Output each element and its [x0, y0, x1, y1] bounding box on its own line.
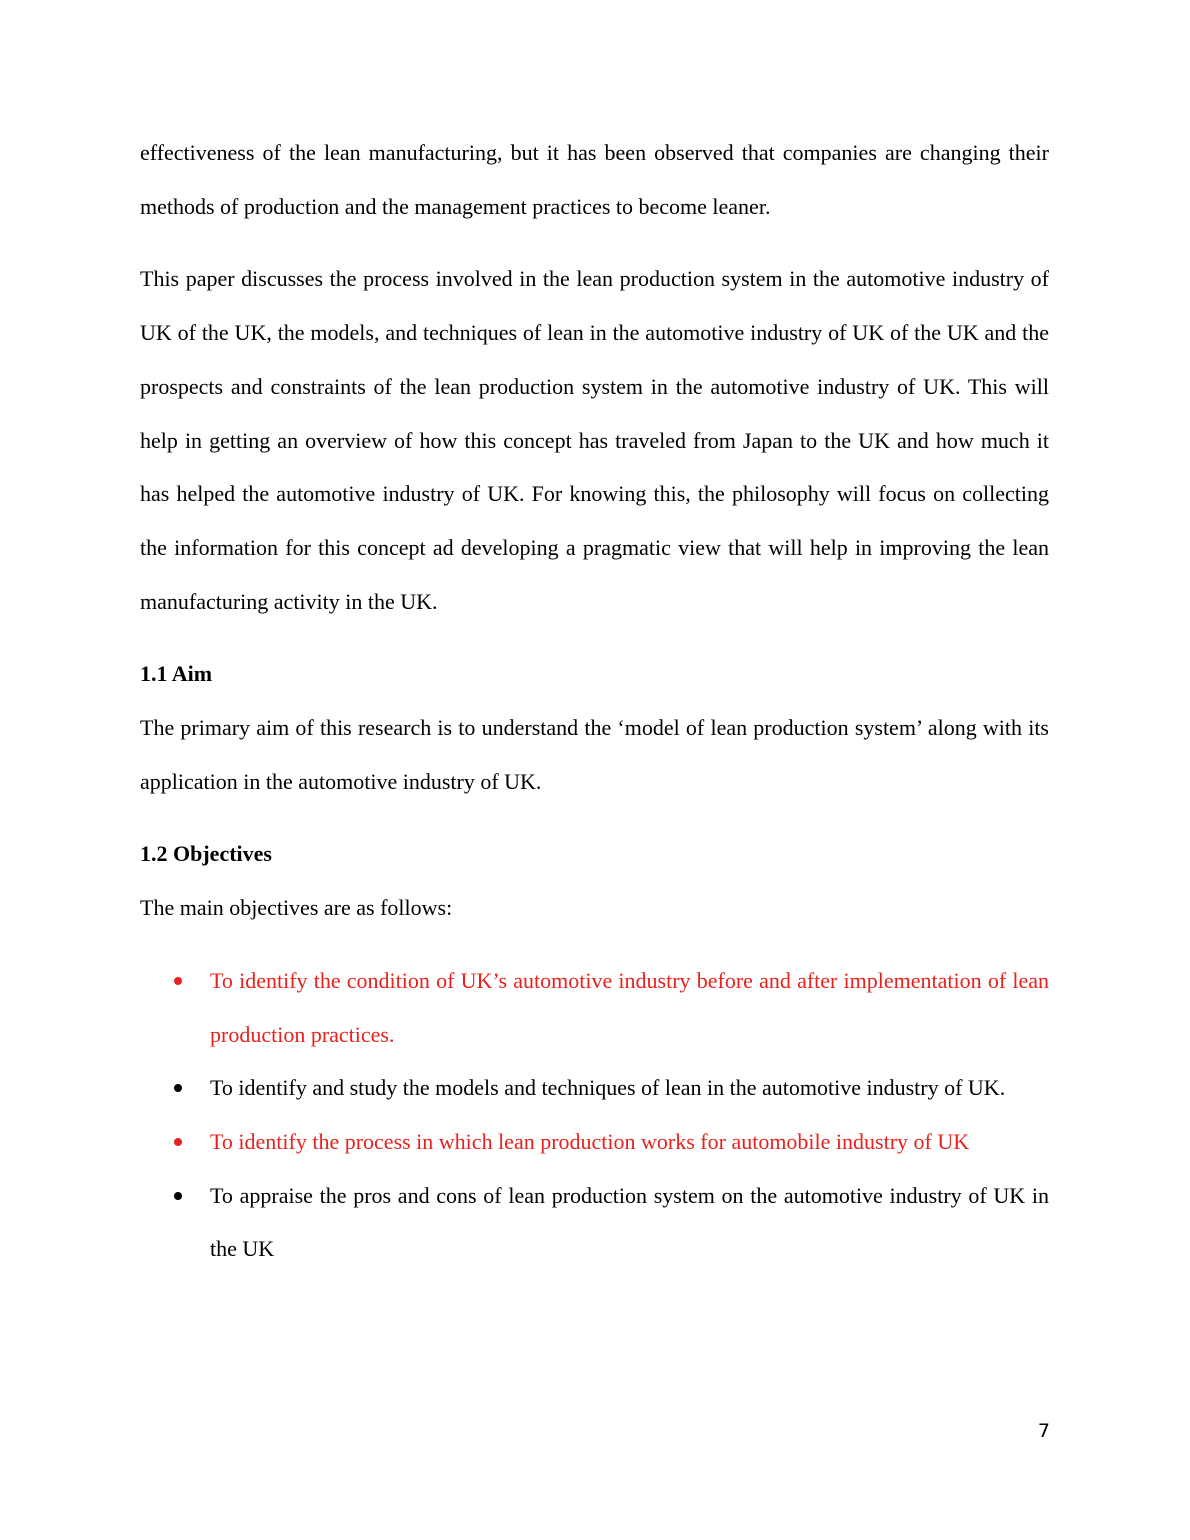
paragraph-overview: This paper discusses the process involved in the lean production system in the automotive industry of UK of the UK, the models, and techniques of lean in the automotive industry of UK of the UK and the prospects and constraints of the lean production system in the automotive industry of UK. This will help in getting an overview of how this concept has traveled from Japan to the UK and how much it has helped the automotive industry of UK. For knowing this, the philosophy will focus on collecting the information for this concept ad developing a pragmatic view that will help in improving the lean manufacturing activity in the UK. [140, 266, 1049, 614]
objective-item-3 [140, 1115, 1049, 1169]
document-page [140, 126, 1049, 1276]
objective-text: To identify and study the models and techniques of lean in the automotive industry of UK. [210, 1075, 1006, 1101]
objective-item-1 [140, 954, 1049, 1061]
objective-text: To appraise the pros and cons of lean production system on the automotive industry of UK in the UK [210, 1182, 1049, 1262]
objectives-list [140, 954, 1049, 1276]
objective-text: To identify the condition of UK’s automotive industry before and after implementation of lean production practices. [210, 967, 1049, 1047]
objective-item-4 [140, 1169, 1049, 1276]
objectives-intro: The main objectives are as follows: [140, 895, 453, 921]
objective-item-2 [140, 1061, 1049, 1115]
paragraph-continuation: effectiveness of the lean manufacturing, but it has been observed that companies are changing their methods of production and the management practices to become leaner. [140, 140, 1049, 219]
bullet-icon [174, 1138, 182, 1146]
aim-text: The primary aim of this research is to understand the ‘model of lean production system’ along with its application in the automotive industry of UK. [140, 715, 1049, 794]
page-number: 7 [1037, 1420, 1050, 1442]
bullet-icon [174, 1192, 182, 1200]
bullet-icon [174, 1084, 182, 1092]
objectives-heading: 1.2 Objectives [140, 841, 272, 867]
aim-heading: 1.1 Aim [140, 661, 213, 687]
objective-text: To identify the process in which lean production works for automobile industry of UK [210, 1128, 970, 1154]
bullet-icon [174, 977, 182, 985]
